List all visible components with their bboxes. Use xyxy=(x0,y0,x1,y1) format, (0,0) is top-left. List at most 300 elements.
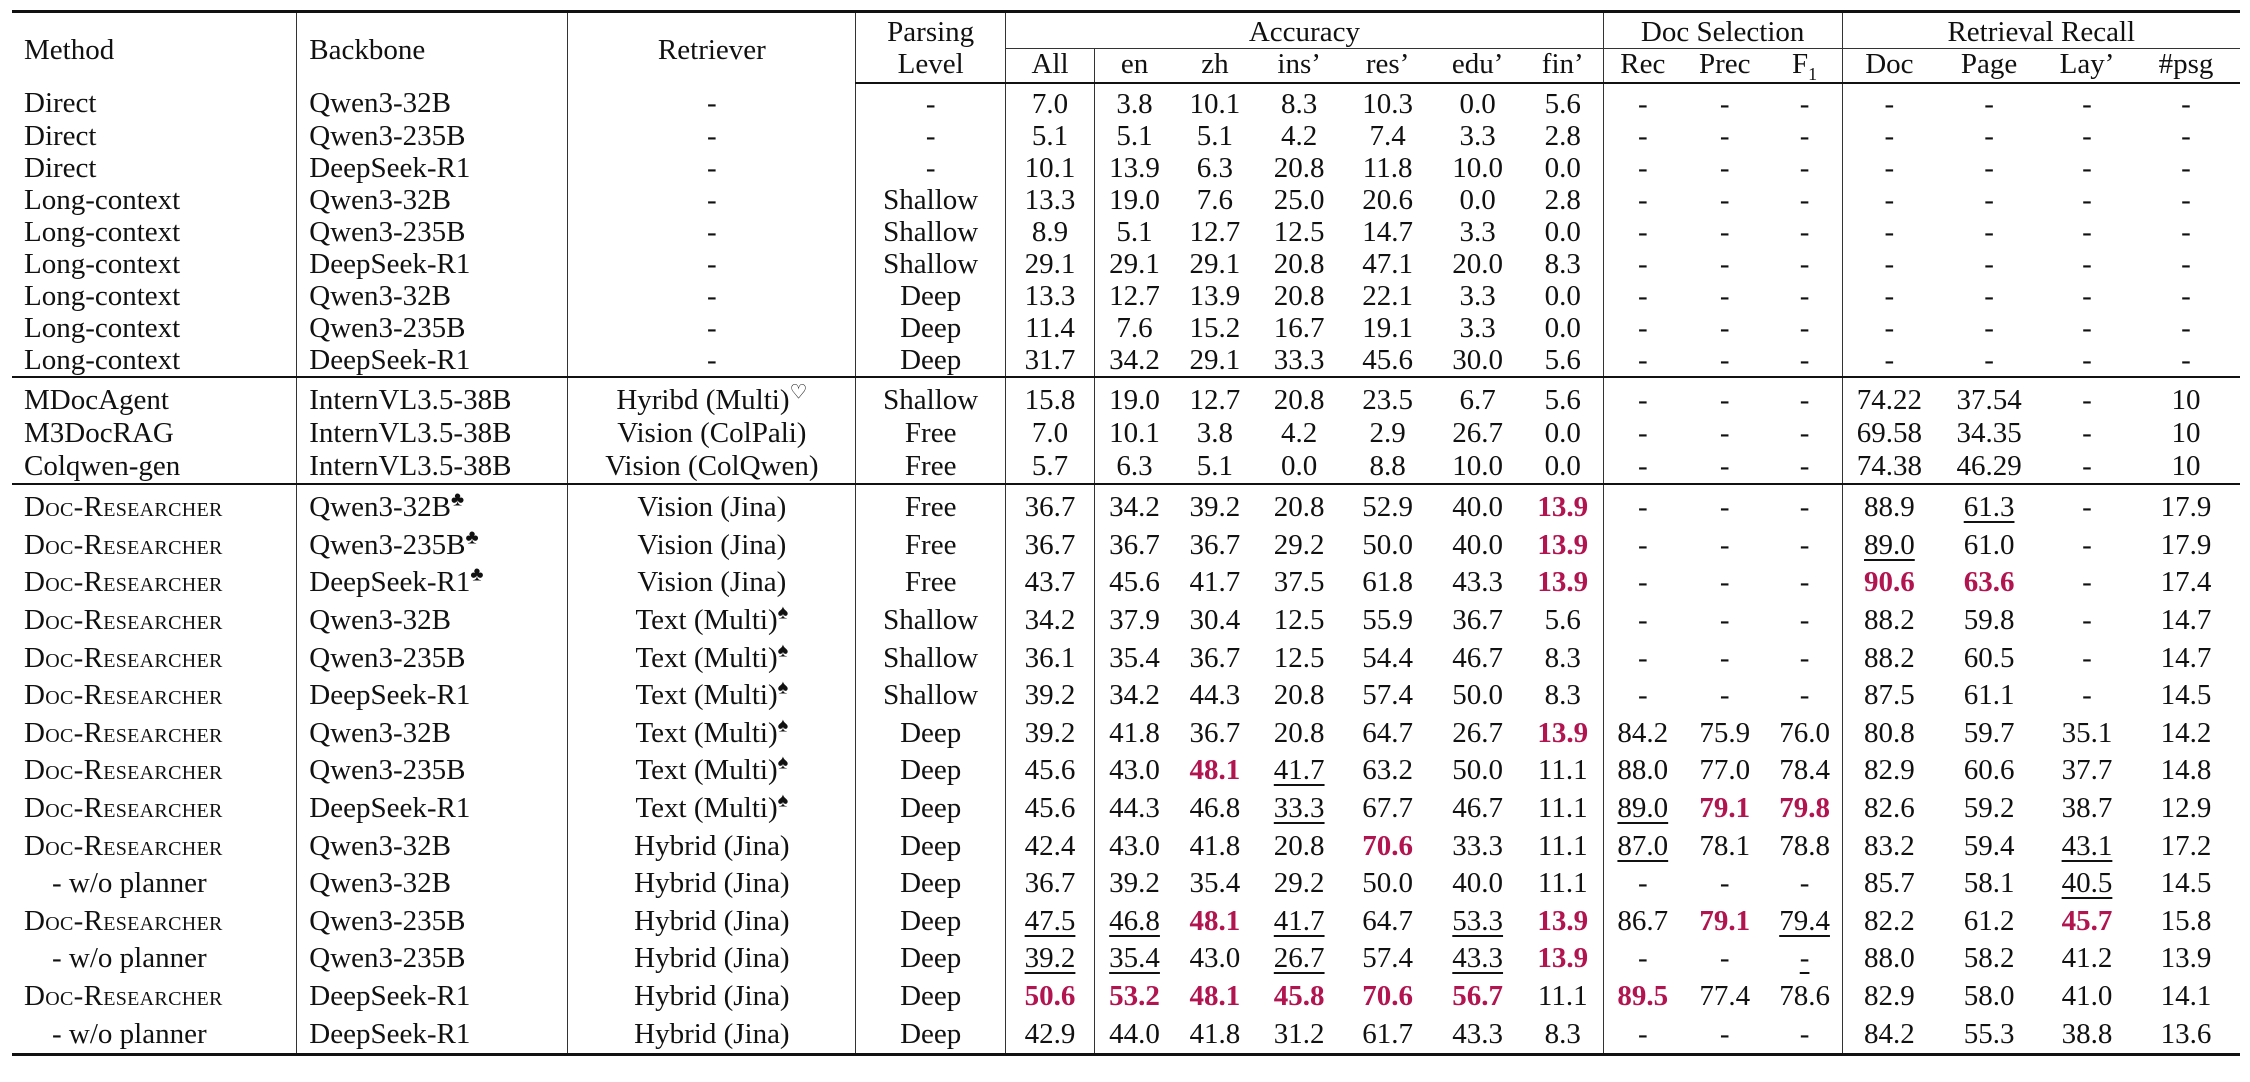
accuracy-value-cell xyxy=(1256,790,1343,828)
cell-value: 45.6 xyxy=(1362,343,1414,376)
accuracy-value-cell xyxy=(1256,248,1343,280)
accuracy-value-cell xyxy=(1174,865,1256,903)
cell-value: - xyxy=(2181,183,2191,216)
doc-selection-value-cell xyxy=(1603,827,1682,865)
header-doc-selection-col xyxy=(1682,49,1768,84)
accuracy-value-cell xyxy=(1523,752,1604,790)
cell-value: 88.2 xyxy=(1864,641,1915,674)
accuracy-value-cell xyxy=(1433,677,1523,715)
cell-value: 29.1 xyxy=(1189,343,1241,376)
header-accuracy-group: Accuracy xyxy=(1006,12,1604,49)
header-accuracy-col: All xyxy=(1006,49,1095,84)
cell-value: 20.6 xyxy=(1362,183,1414,216)
cell-value: 0.0 xyxy=(1459,183,1496,216)
cell-value: 74.22 xyxy=(1856,384,1922,416)
doc-selection-value-cell xyxy=(1768,715,1842,753)
accuracy-value-cell xyxy=(1256,1015,1343,1054)
cell-value: 4.2 xyxy=(1281,119,1318,152)
retrieval-recall-value-cell xyxy=(1842,1015,1936,1054)
cell-value: - xyxy=(1637,679,1648,712)
parsing-level-cell: Free xyxy=(856,450,1006,484)
method-name: Doc-Researcher xyxy=(24,641,223,674)
retrieval-recall-value-cell xyxy=(1936,280,2042,312)
cell-value: 5.1 xyxy=(1116,119,1153,152)
cell-value: - xyxy=(1719,641,1730,674)
cell-value: 25.0 xyxy=(1273,183,1325,216)
retrieval-recall-value-cell xyxy=(2042,484,2132,527)
backbone-cell xyxy=(297,248,568,280)
header-parsing-level-line2: Level xyxy=(856,49,1006,84)
cell-value: 8.3 xyxy=(1544,1017,1581,1050)
accuracy-value-cell xyxy=(1433,639,1523,677)
accuracy-value-cell xyxy=(1095,184,1175,216)
doc-selection-value-cell xyxy=(1768,752,1842,790)
cell-value: 89.5 xyxy=(1617,980,1669,1013)
backbone-name: DeepSeek-R1 xyxy=(309,679,471,712)
cell-value: 76.0 xyxy=(1779,716,1830,749)
retrieval-recall-value-cell xyxy=(2132,677,2240,715)
cell-value: 14.7 xyxy=(2160,604,2212,637)
cell-value: 55.3 xyxy=(1963,1017,2015,1050)
retrieval-recall-value-cell xyxy=(1842,484,1936,527)
cell-value: 43.3 xyxy=(1452,942,1504,975)
parsing-level-cell: Shallow xyxy=(856,184,1006,216)
retrieval-recall-value-cell xyxy=(2132,344,2240,377)
header-retrieval-recall-col: Lay’ xyxy=(2042,49,2132,84)
cell-value: 45.7 xyxy=(2061,904,2113,937)
cell-value: 41.7 xyxy=(1189,566,1241,599)
retriever-cell xyxy=(568,83,856,120)
header-retrieval-recall-col: #psg xyxy=(2132,49,2240,84)
backbone-name: Qwen3-32B xyxy=(309,491,452,524)
cell-value: 13.9 xyxy=(1537,566,1589,599)
accuracy-value-cell xyxy=(1343,715,1433,753)
spade-marker: ♠ xyxy=(777,676,789,699)
cell-value: - xyxy=(1884,119,1895,152)
cell-value: 13.6 xyxy=(2160,1017,2212,1050)
backbone-name: Qwen3-235B xyxy=(309,311,466,344)
table-row xyxy=(12,1015,2240,1054)
backbone-name: DeepSeek-R1 xyxy=(309,792,471,825)
cell-value: - xyxy=(1984,119,1994,152)
retrieval-recall-value-cell xyxy=(2042,83,2132,120)
cell-value: 45.6 xyxy=(1024,792,1076,825)
table-row xyxy=(12,280,2240,312)
backbone-cell xyxy=(297,344,568,377)
method-name: - w/o planner xyxy=(52,942,207,975)
retrieval-recall-value-cell xyxy=(2042,377,2132,417)
accuracy-value-cell xyxy=(1343,248,1433,280)
cell-value: 4.2 xyxy=(1281,417,1318,449)
table-group xyxy=(12,377,2240,484)
cell-value: - xyxy=(2181,279,2191,312)
accuracy-value-cell xyxy=(1433,417,1523,450)
cell-value: 26.7 xyxy=(1452,716,1504,749)
parsing-level-cell: Deep xyxy=(856,940,1006,978)
cell-value: 5.1 xyxy=(1196,450,1234,482)
retrieval-recall-value-cell xyxy=(2132,865,2240,903)
cell-value: 10 xyxy=(2171,450,2201,482)
cell-value: 2.9 xyxy=(1369,417,1406,449)
cell-value: 35.1 xyxy=(2061,716,2113,749)
accuracy-value-cell xyxy=(1433,484,1523,527)
accuracy-value-cell xyxy=(1006,715,1095,753)
accuracy-value-cell xyxy=(1523,527,1604,565)
backbone-cell xyxy=(297,752,568,790)
cell-value: 0.0 xyxy=(1544,311,1581,344)
cell-value: 88.0 xyxy=(1617,754,1669,787)
table-row xyxy=(12,752,2240,790)
cell-value: - xyxy=(1799,528,1810,561)
cell-value: 26.7 xyxy=(1452,417,1504,449)
retriever-cell xyxy=(568,184,856,216)
method-cell xyxy=(12,940,297,978)
accuracy-value-cell xyxy=(1433,248,1523,280)
cell-value: 8.3 xyxy=(1544,247,1581,280)
cell-value: - xyxy=(1799,151,1810,184)
accuracy-value-cell xyxy=(1523,484,1604,527)
parsing-level-cell: Deep xyxy=(856,715,1006,753)
cell-value: 34.2 xyxy=(1024,604,1076,637)
accuracy-value-cell xyxy=(1174,602,1256,640)
doc-selection-value-cell xyxy=(1768,484,1842,527)
retriever-name: Hybrid (Jina) xyxy=(634,904,790,937)
cell-value: 33.3 xyxy=(1452,829,1504,862)
cell-value: 22.1 xyxy=(1362,279,1414,312)
retrieval-recall-value-cell xyxy=(2042,903,2132,941)
backbone-cell xyxy=(297,903,568,941)
accuracy-value-cell xyxy=(1256,417,1343,450)
header-retrieval-recall-col: Page xyxy=(1936,49,2042,84)
retriever-name: Text (Multi) xyxy=(635,604,778,637)
header-accuracy-col: res’ xyxy=(1343,49,1433,84)
retriever-name: Text (Multi) xyxy=(635,716,778,749)
accuracy-value-cell xyxy=(1095,120,1175,152)
accuracy-value-cell xyxy=(1523,1015,1604,1054)
doc-selection-value-cell xyxy=(1682,280,1768,312)
table-header xyxy=(12,12,2240,84)
cell-value: - xyxy=(2082,491,2092,524)
method-name: Long-context xyxy=(24,215,181,248)
retrieval-recall-value-cell xyxy=(2132,827,2240,865)
cell-value: 85.7 xyxy=(1864,867,1915,900)
header-f1-subscript: 1 xyxy=(1808,63,1818,84)
accuracy-value-cell xyxy=(1433,564,1523,602)
cell-value: 14.5 xyxy=(2160,679,2212,712)
cell-value: 33.3 xyxy=(1273,343,1325,376)
accuracy-value-cell xyxy=(1174,978,1256,1016)
backbone-name: Qwen3-32B xyxy=(309,604,452,637)
cell-value: 43.0 xyxy=(1109,829,1160,862)
accuracy-value-cell xyxy=(1343,377,1433,417)
accuracy-value-cell xyxy=(1523,248,1604,280)
cell-value: 84.2 xyxy=(1864,1017,1915,1050)
retrieval-recall-value-cell xyxy=(2042,184,2132,216)
header-retrieval-recall-col: Doc xyxy=(1842,49,1936,84)
accuracy-value-cell xyxy=(1256,184,1343,216)
retrieval-recall-value-cell xyxy=(1936,827,2042,865)
cell-value: 11.1 xyxy=(1537,754,1588,787)
backbone-cell xyxy=(297,1015,568,1054)
cell-value: - xyxy=(1799,566,1810,599)
retriever-cell xyxy=(568,790,856,828)
retriever-cell xyxy=(568,1015,856,1054)
cell-value: 46.8 xyxy=(1109,904,1160,937)
accuracy-value-cell xyxy=(1006,1015,1095,1054)
cell-value: 3.8 xyxy=(1116,87,1153,120)
cell-value: 39.2 xyxy=(1024,942,1076,975)
accuracy-value-cell xyxy=(1095,152,1175,184)
cell-value: - xyxy=(1719,384,1730,416)
backbone-name: DeepSeek-R1 xyxy=(309,566,471,599)
cell-value: 7.0 xyxy=(1031,87,1069,120)
cell-value: 70.6 xyxy=(1362,980,1414,1013)
retrieval-recall-value-cell xyxy=(2132,752,2240,790)
method-cell xyxy=(12,752,297,790)
cell-value: 11.1 xyxy=(1537,980,1588,1013)
cell-value: 79.4 xyxy=(1779,904,1830,937)
cell-value: - xyxy=(2082,215,2092,248)
retriever-cell xyxy=(568,280,856,312)
doc-selection-value-cell xyxy=(1603,715,1682,753)
accuracy-value-cell xyxy=(1343,827,1433,865)
backbone-cell xyxy=(297,940,568,978)
accuracy-value-cell xyxy=(1095,564,1175,602)
cell-value: 46.8 xyxy=(1189,792,1241,825)
retrieval-recall-value-cell xyxy=(2042,602,2132,640)
retrieval-recall-value-cell xyxy=(1842,344,1936,377)
cell-value: 3.3 xyxy=(1459,215,1496,248)
retrieval-recall-value-cell xyxy=(2132,417,2240,450)
cell-value: - xyxy=(2082,247,2092,280)
accuracy-value-cell xyxy=(1256,978,1343,1016)
cell-value: 77.0 xyxy=(1699,754,1751,787)
backbone-cell xyxy=(297,280,568,312)
accuracy-value-cell xyxy=(1006,312,1095,344)
doc-selection-value-cell xyxy=(1603,639,1682,677)
doc-selection-value-cell xyxy=(1603,417,1682,450)
accuracy-value-cell xyxy=(1174,940,1256,978)
doc-selection-value-cell xyxy=(1603,216,1682,248)
table-row xyxy=(12,677,2240,715)
spade-marker: ♠ xyxy=(777,639,789,662)
parsing-level-cell: Free xyxy=(856,564,1006,602)
cell-value: - xyxy=(1637,528,1648,561)
doc-selection-value-cell xyxy=(1682,83,1768,120)
accuracy-value-cell xyxy=(1006,83,1095,120)
retriever-name: Hybrid (Jina) xyxy=(634,1017,790,1050)
header-doc-selection-col-label: Rec xyxy=(1620,48,1666,80)
retriever-name: Vision (Jina) xyxy=(637,528,787,561)
accuracy-value-cell xyxy=(1174,344,1256,377)
cell-value: 36.7 xyxy=(1024,491,1076,524)
retrieval-recall-value-cell xyxy=(1936,450,2042,484)
retrieval-recall-value-cell xyxy=(1842,752,1936,790)
accuracy-value-cell xyxy=(1006,564,1095,602)
method-name: Doc-Researcher xyxy=(24,754,223,787)
doc-selection-value-cell xyxy=(1603,152,1682,184)
cell-value: 37.7 xyxy=(2061,754,2113,787)
spade-marker: ♠ xyxy=(777,601,789,624)
table-row xyxy=(12,978,2240,1016)
cell-value: 64.7 xyxy=(1362,904,1414,937)
accuracy-value-cell xyxy=(1006,527,1095,565)
cell-value: 79.1 xyxy=(1699,792,1751,825)
cell-value: 45.6 xyxy=(1109,566,1160,599)
retrieval-recall-value-cell xyxy=(2132,216,2240,248)
cell-value: 39.2 xyxy=(1024,679,1076,712)
cell-value: 50.0 xyxy=(1452,754,1504,787)
retrieval-recall-value-cell xyxy=(1936,484,2042,527)
header-doc-selection-group: Doc Selection xyxy=(1603,12,1842,49)
cell-value: 19.0 xyxy=(1109,183,1160,216)
doc-selection-value-cell xyxy=(1768,602,1842,640)
retrieval-recall-value-cell xyxy=(2132,527,2240,565)
table-group xyxy=(12,484,2240,1054)
backbone-cell xyxy=(297,790,568,828)
method-name: Long-context xyxy=(24,183,181,216)
cell-value: 13.9 xyxy=(1109,151,1160,184)
cell-value: 36.1 xyxy=(1024,641,1076,674)
backbone-name: Qwen3-235B xyxy=(309,119,466,152)
accuracy-value-cell xyxy=(1006,216,1095,248)
method-cell xyxy=(12,120,297,152)
cell-value: - xyxy=(2082,384,2092,416)
table-row xyxy=(12,790,2240,828)
retrieval-recall-value-cell xyxy=(1936,752,2042,790)
cell-value: - xyxy=(1719,87,1730,120)
backbone-cell xyxy=(297,377,568,417)
accuracy-value-cell xyxy=(1343,450,1433,484)
cell-value: 13.9 xyxy=(1189,279,1241,312)
accuracy-value-cell xyxy=(1433,527,1523,565)
table-row xyxy=(12,715,2240,753)
backbone-cell xyxy=(297,120,568,152)
retriever-cell xyxy=(568,978,856,1016)
accuracy-value-cell xyxy=(1095,940,1175,978)
cell-value: - xyxy=(1984,311,1994,344)
cell-value: - xyxy=(1637,119,1648,152)
cell-value: - xyxy=(2082,279,2092,312)
cell-value: 8.3 xyxy=(1544,679,1581,712)
parsing-level-cell: Free xyxy=(856,417,1006,450)
cell-value: 0.0 xyxy=(1544,417,1581,449)
method-name: Doc-Researcher xyxy=(24,604,223,637)
backbone-cell xyxy=(297,978,568,1016)
backbone-name: Qwen3-32B xyxy=(309,87,452,119)
cell-value: 35.4 xyxy=(1109,942,1160,975)
retriever-name: Text (Multi) xyxy=(635,679,778,712)
method-name: Direct xyxy=(24,87,97,119)
cell-value: 43.3 xyxy=(1452,566,1504,599)
parsing-level-cell: Shallow xyxy=(856,639,1006,677)
accuracy-value-cell xyxy=(1006,790,1095,828)
retrieval-recall-value-cell xyxy=(1936,377,2042,417)
cell-value: 14.5 xyxy=(2160,867,2212,900)
doc-selection-value-cell xyxy=(1768,450,1842,484)
cell-value: - xyxy=(1799,279,1810,312)
accuracy-value-cell xyxy=(1523,639,1604,677)
parsing-level-cell: - xyxy=(856,120,1006,152)
retrieval-recall-value-cell xyxy=(2132,715,2240,753)
retrieval-recall-value-cell xyxy=(1936,564,2042,602)
cell-value: - xyxy=(1884,343,1895,376)
accuracy-value-cell xyxy=(1343,216,1433,248)
accuracy-value-cell xyxy=(1174,677,1256,715)
header-accuracy-col: ins’ xyxy=(1256,49,1343,84)
retriever-name: - xyxy=(707,343,717,376)
retrieval-recall-value-cell xyxy=(2132,484,2240,527)
accuracy-value-cell xyxy=(1343,978,1433,1016)
accuracy-value-cell xyxy=(1174,120,1256,152)
backbone-name: Qwen3-32B xyxy=(309,867,452,900)
retrieval-recall-value-cell xyxy=(2132,152,2240,184)
accuracy-value-cell xyxy=(1523,312,1604,344)
backbone-name: Qwen3-32B xyxy=(309,183,452,216)
header-parsing-level-line1: Parsing xyxy=(856,12,1006,49)
backbone-name: Qwen3-235B xyxy=(309,641,466,674)
accuracy-value-cell xyxy=(1523,184,1604,216)
retrieval-recall-value-cell xyxy=(2132,280,2240,312)
cell-value: - xyxy=(1799,183,1810,216)
doc-selection-value-cell xyxy=(1682,564,1768,602)
accuracy-value-cell xyxy=(1523,940,1604,978)
cell-value: - xyxy=(1984,279,1994,312)
accuracy-value-cell xyxy=(1095,865,1175,903)
header-retriever: Retriever xyxy=(568,12,856,84)
accuracy-value-cell xyxy=(1343,903,1433,941)
accuracy-value-cell xyxy=(1523,344,1604,377)
cell-value: - xyxy=(1799,450,1810,482)
backbone-cell xyxy=(297,827,568,865)
retriever-cell xyxy=(568,715,856,753)
cell-value: - xyxy=(1984,183,1994,216)
cell-value: 88.9 xyxy=(1864,491,1915,524)
cell-value: 38.8 xyxy=(2061,1017,2113,1050)
cell-value: - xyxy=(1637,942,1648,975)
retriever-name: Hyribd (Multi) xyxy=(616,384,790,416)
accuracy-value-cell xyxy=(1174,312,1256,344)
cell-value: 26.7 xyxy=(1273,942,1325,975)
accuracy-value-cell xyxy=(1256,312,1343,344)
cell-value: 12.7 xyxy=(1109,279,1160,312)
cell-value: - xyxy=(1637,183,1648,216)
accuracy-value-cell xyxy=(1256,639,1343,677)
accuracy-value-cell xyxy=(1095,83,1175,120)
cell-value: 43.3 xyxy=(1452,1017,1504,1050)
cell-value: 61.1 xyxy=(1963,679,2015,712)
cell-value: 5.7 xyxy=(1031,450,1069,482)
cell-value: 31.7 xyxy=(1024,343,1076,376)
table-row xyxy=(12,120,2240,152)
cell-value: 63.6 xyxy=(1963,566,2015,599)
cell-value: 7.6 xyxy=(1196,183,1234,216)
cell-value: 57.4 xyxy=(1362,679,1414,712)
retrieval-recall-value-cell xyxy=(2042,527,2132,565)
doc-selection-value-cell xyxy=(1682,450,1768,484)
cell-value: - xyxy=(1799,604,1810,637)
backbone-name: Qwen3-235B xyxy=(309,528,466,561)
retriever-name: - xyxy=(707,87,717,119)
retriever-name: Text (Multi) xyxy=(635,641,778,674)
parsing-level-cell: Shallow xyxy=(856,602,1006,640)
table-row xyxy=(12,450,2240,484)
retriever-name: Vision (ColPali) xyxy=(617,417,807,449)
doc-selection-value-cell xyxy=(1603,377,1682,417)
accuracy-value-cell xyxy=(1006,903,1095,941)
retriever-cell xyxy=(568,377,856,417)
accuracy-value-cell xyxy=(1433,1015,1523,1054)
